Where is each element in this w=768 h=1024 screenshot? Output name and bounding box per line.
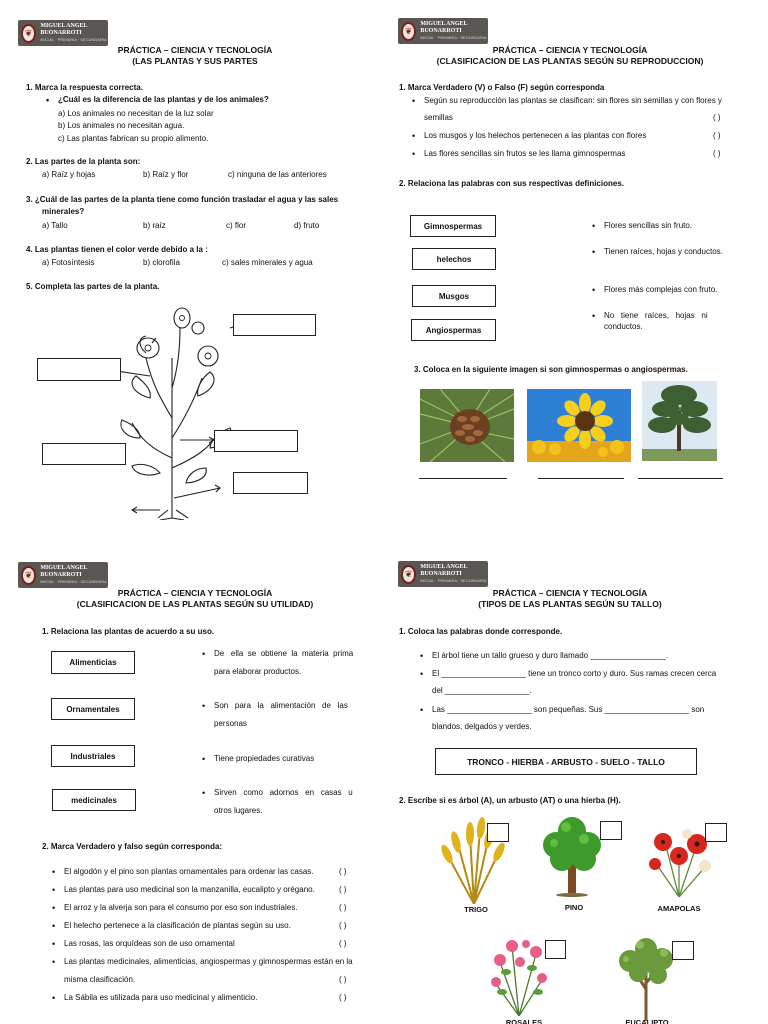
ws3-q2-item-7: • La Sábila es utilizada para uso medicinal y alimenticio. [64,992,257,1004]
ws2-q1-answer-1[interactable]: ( ) [713,113,721,122]
ws4-title [410,588,730,610]
ws2-def-2: • Tienen raíces, hojas y conductos. [604,246,723,258]
ws4-caption-rosales: ROSALES [505,1018,543,1024]
ws3-q2-answer-5[interactable]: ( ) [339,939,347,948]
ws1-question-5: 5. Completa las partes de la planta. [26,282,160,291]
ws4-caption-pino: PINO [564,903,584,912]
ws4-title-line1: PRÁCTICA – CIENCIA Y TECNOLOGÍA [492,588,648,598]
ws3-def-1: • De ella se obtiene la materia prima [214,648,353,660]
ws4-title-line2: (TIPOS DE LAS PLANTAS SEGÚN SU TALLO) [478,599,662,609]
pine-cone-photo [420,389,514,462]
ws2-q1-item-3: • Las flores sencillas sin frutos se les llama gimnospermas [424,148,625,160]
ws3-question-1: 1. Relaciona las plantas de acuerdo a su uso. [42,627,215,636]
ws4-answer-box-eucalipto[interactable] [672,941,694,960]
ws3-q2-item-5: • Las rosas, las orquídeas son de uso ornamental [64,938,235,950]
ws2-q1-item-1: • Según su reproducción las plantas se clasifican: sin flores sin semillas y con flores y [424,95,722,107]
plant-part-answer-box-5[interactable] [233,472,308,494]
ws1-q1-option-b: b) Los animales no necesitan agua. [58,121,185,130]
ws2-q1-answer-2[interactable]: ( ) [713,131,721,140]
ws4-answer-box-amapolas[interactable] [705,823,727,842]
ws3-q2-item-6: • Las plantas medicinales, alimenticias, angiospermas y gimnospermas están en la [64,956,353,968]
logo-name: MIGUEL ANGEL BUONARROTI [40,23,88,36]
ws1-title-line1: PRÁCTICA – CIENCIA Y TECNOLOGÍA [117,45,273,55]
ws1-q1-option-c: c) Las plantas fabrican su propio alimento. [58,134,209,143]
ws3-def-4: • Sirven como adornos en casas u [214,787,353,799]
ws1-q2-option-c: c) ninguna de las anteriores [228,170,327,179]
school-seal-icon: ❦ [401,22,416,41]
ws2-question-2: 2. Relaciona las palabras con sus respectivas definiciones. [399,179,624,188]
ws4-question-1: 1. Coloca las palabras donde corresponde. [399,627,563,636]
ws4-caption-trigo: TRIGO [464,905,488,914]
ws2-q1-item-1-cont: semillas [424,113,453,122]
pine-tree-illustration [540,815,604,897]
ws3-q2-answer-2[interactable]: ( ) [339,885,347,894]
school-seal-icon: ❦ [21,566,36,585]
ws4-word-bank: TRONCO - HIERBA - ARBUSTO - SUELO - TALLO [435,748,697,775]
ws4-caption-eucalipto: EUCALIPTO [625,1018,669,1024]
plant-part-answer-box-3[interactable] [214,430,298,452]
logo-name: MIGUEL ANGEL BUONARROTI [420,564,468,577]
ws2-q1-item-2: • Los musgos y los helechos pertenecen a las plantas con flores [424,130,646,142]
ws3-q2-item-1: • El algodón y el pino son plantas ornamentales para ordenar las casas. [64,866,314,878]
ws3-q2-answer-6[interactable]: ( ) [339,975,347,984]
ws1-question-3-cont: minerales? [42,207,85,216]
logo-name: MIGUEL ANGEL BUONARROTI [40,565,88,578]
ws1-q2-option-a: a) Raíz y hojas [42,170,96,179]
school-seal-icon: ❦ [401,565,416,584]
ws1-title [60,45,330,67]
rose-bush-illustration [490,936,548,1016]
sunflower-photo [527,389,631,462]
ws4-sentence-2: • El ___________________ tiene un tronco corto y duro. Sus ramas crecen cerca [432,668,716,680]
logo-levels: INICIAL · PRIMARIA · SECUNDARIA [40,37,107,42]
ws1-question-3: 3. ¿Cuál de las partes de la planta tiene como función trasladar el agua y las sales [26,195,339,204]
araucaria-tree-photo [642,381,717,461]
ws1-q3-option-a: a) Tallo [42,221,68,230]
ws3-term-medicinales: medicinales [52,789,136,811]
ws2-term-helechos: helechos [412,248,496,270]
ws3-q2-answer-4[interactable]: ( ) [339,921,347,930]
plant-part-answer-box-4[interactable] [42,443,126,465]
ws3-def-3: • Tiene propiedades curativas [214,753,314,765]
ws2-def-4-cont: conductos. [604,322,643,331]
ws4-sentence-3: • Las ___________________ son pequeñas. Sus ___________________ son [432,704,704,716]
ws2-title [410,45,730,67]
ws1-q4-option-c: c) sales minerales y agua [222,258,313,267]
logo-bottom-left [18,562,108,588]
ws3-def-2-cont: personas [214,719,247,728]
ws1-question-4: 4. Las plantas tienen el color verde debido a la : [26,245,208,254]
ws1-question-2: 2. Las partes de la planta son: [26,157,141,166]
school-seal-icon: ❦ [21,24,36,43]
ws3-q2-item-2: • Las plantas para uso medicinal son la manzanilla, eucalipto y orégano. [64,884,315,896]
logo-levels: INICIAL · PRIMARIA · SECUNDARIA [420,35,487,40]
ws4-sentence-3-cont: blandos, delgados y verdes. [432,722,532,731]
ws4-sentence-2-cont: del ___________________. [432,686,532,695]
logo-levels: INICIAL · PRIMARIA · SECUNDARIA [420,578,487,583]
ws2-term-gimnospermas: Gimnospermas [410,215,496,237]
ws1-q4-option-b: b) clorofila [143,258,180,267]
ws1-q3-option-b: b) raíz [143,221,166,230]
ws2-term-musgos: Musgos [412,285,496,307]
logo-top-left [18,20,108,46]
ws3-q2-answer-3[interactable]: ( ) [339,903,347,912]
ws3-q2-answer-7[interactable]: ( ) [339,993,347,1002]
ws4-question-2: 2. Escribe si es árbol (A), un arbusto (AT) o una hierba (H). [399,796,621,805]
ws2-question-1: 1. Marca Verdadero (V) o Falso (F) según corresponda [399,83,605,92]
ws4-answer-box-rosales[interactable] [545,940,566,959]
ws1-q2-option-b: b) Raíz y flor [143,170,189,179]
ws3-q2-item-6-cont: misma clasificación. [64,975,136,984]
plant-part-answer-box-1[interactable] [233,314,316,336]
ws2-term-angiospermas: Angiospermas [411,319,496,341]
ws3-term-industriales: Industriales [51,745,135,767]
logo-levels: INICIAL · PRIMARIA · SECUNDARIA [40,579,107,584]
ws2-answer-line-3[interactable] [638,478,723,479]
ws4-answer-box-trigo[interactable] [487,823,509,842]
ws3-def-4-cont: otros lugares. [214,806,263,815]
logo-name: MIGUEL ANGEL BUONARROTI [420,21,468,34]
ws2-def-1: • Flores sencillas sin fruto. [604,220,692,232]
ws2-question-3: 3. Coloca en la siguiente imagen si son gimnospermas o angiospermas. [414,365,688,374]
ws1-title-line2: (LAS PLANTAS Y SUS PARTES [132,56,258,66]
ws3-title-line2: (CLASIFICACION DE LAS PLANTAS SEGÚN SU UTILIDAD) [76,599,314,609]
ws1-q3-option-c: c) flor [226,221,246,230]
ws3-term-ornamentales: Ornamentales [51,698,135,720]
ws3-term-alimenticias: Alimenticias [51,651,135,674]
ws1-q1-bullet: • ¿Cuál es la diferencia de las plantas y de los animales? [58,94,269,106]
ws2-title-line2: (CLASIFICACION DE LAS PLANTAS SEGÚN SU REPRODUCCION) [436,56,704,66]
ws3-q2-item-3: • El arroz y la alverja son para el consumo por eso son industriales. [64,902,297,914]
ws4-sentence-1: • El árbol tiene un tallo grueso y duro llamado _________________. [432,650,668,662]
ws3-question-2: 2. Marca Verdadero y falso según corresponda: [42,842,223,851]
ws2-def-3: • Flores más complejas con fruto. [604,284,717,296]
ws2-answer-line-2[interactable] [538,478,624,479]
plant-part-answer-box-2[interactable] [37,358,121,381]
ws2-q1-answer-3[interactable]: ( ) [713,149,721,158]
ws1-question-1: 1. Marca la respuesta correcta. [26,83,143,92]
ws4-caption-amapolas: AMAPOLAS [657,904,701,913]
ws3-q2-item-4: • El helecho pertenece a la clasificación de plantas según su uso. [64,920,291,932]
ws1-q4-option-a: a) Fotosíntesis [42,258,95,267]
logo-top-right [398,18,488,44]
eucalyptus-illustration [612,933,680,1021]
ws2-title-line1: PRÁCTICA – CIENCIA Y TECNOLOGÍA [492,45,648,55]
ws3-q2-answer-1[interactable]: ( ) [339,867,347,876]
ws3-def-2: • Son para la alimentación de las [214,700,348,712]
ws3-def-1-cont: para elaborar productos. [214,667,302,676]
ws4-answer-box-pino[interactable] [600,821,622,840]
ws2-def-4: • No tiene raíces, hojas ni [604,310,726,322]
logo-bottom-right [398,561,488,587]
ws3-title-line1: PRÁCTICA – CIENCIA Y TECNOLOGÍA [117,588,273,598]
ws1-q3-option-d: d) fruto [294,221,320,230]
ws3-title [40,588,350,610]
ws1-q1-option-a: a) Los animales no necesitan de la luz solar [58,109,214,118]
ws2-answer-line-1[interactable] [419,478,507,479]
poppies-illustration [645,822,713,897]
